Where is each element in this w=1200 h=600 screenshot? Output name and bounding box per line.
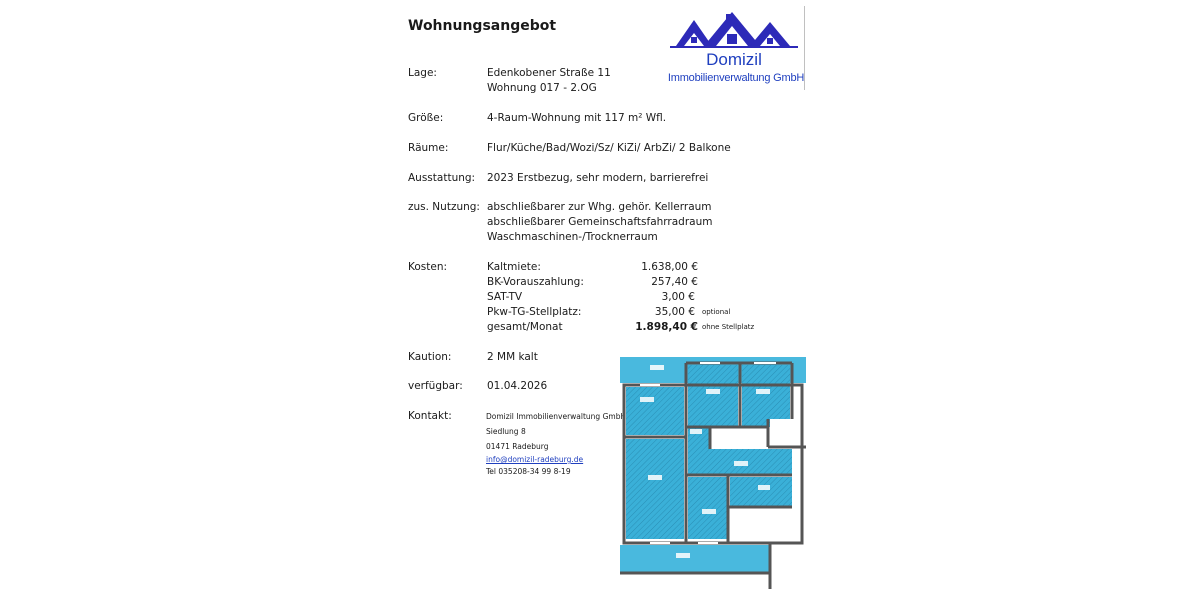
raeume-value: Flur/Küche/Bad/Wozi/Sz/ KiZi/ ArbZi/ 2 Balkone [487, 142, 731, 154]
cost-name: gesamt/Monat [487, 321, 563, 333]
ausstattung-value: 2023 Erstbezug, sehr modern, barrierefrei [487, 172, 709, 184]
cost-note: optional [702, 308, 731, 316]
cost-name: Pkw-TG-Stellplatz: [487, 306, 582, 318]
lage-label: Lage: [408, 67, 437, 79]
kontakt-company: Domizil Immobilienverwaltung GmbH [486, 412, 627, 421]
cost-name: Kaltmiete: [487, 261, 541, 273]
house-roofs-icon [664, 6, 806, 52]
kontakt-email-link[interactable]: info@domizil-radeburg.de [486, 455, 584, 464]
logo-subtitle: Immobilienverwaltung GmbH [667, 72, 805, 84]
lage-unit: Wohnung 017 - 2.OG [487, 82, 597, 94]
cost-amount: 35,00 € [654, 306, 695, 318]
logo-divider [804, 6, 805, 90]
kontakt-phone: Tel 035208-34 99 8-19 [486, 467, 571, 476]
company-logo [664, 6, 806, 96]
verfuegbar-label: verfügbar: [408, 380, 463, 392]
kontakt-street: Siedlung 8 [486, 427, 526, 436]
cost-amount: 1.638,00 € [641, 261, 698, 273]
cost-total-amount: 1.898,40 € [635, 321, 698, 333]
ausstattung-label: Ausstattung: [408, 172, 476, 184]
nutzung-line: abschließbarer Gemeinschaftsfahrradraum [487, 216, 713, 228]
logo-name: Domizil [706, 50, 762, 69]
verfuegbar-value: 01.04.2026 [487, 380, 548, 392]
lage-address: Edenkobener Straße 11 [487, 67, 611, 79]
floor-plan-image [620, 357, 806, 589]
document-page [396, 0, 810, 600]
nutzung-label: zus. Nutzung: [408, 201, 480, 213]
raeume-label: Räume: [408, 142, 449, 154]
kaution-label: Kaution: [408, 351, 452, 363]
groesse-value: 4-Raum-Wohnung mit 117 m² Wfl. [487, 112, 667, 124]
cost-name: SAT-TV [487, 291, 523, 303]
cost-note: ohne Stellplatz [702, 323, 755, 331]
page-title: Wohnungsangebot [408, 18, 557, 34]
cost-name: BK-Vorauszahlung: [487, 276, 584, 288]
cost-amount: 257,40 € [651, 276, 698, 288]
kontakt-city: 01471 Radeburg [486, 442, 549, 451]
kosten-label: Kosten: [408, 261, 448, 273]
nutzung-line: abschließbarer zur Whg. gehör. Kellerraum [487, 201, 712, 213]
nutzung-line: Waschmaschinen-/Trocknerraum [487, 231, 658, 243]
kaution-value: 2 MM kalt [487, 351, 538, 363]
groesse-label: Größe: [408, 112, 444, 124]
cost-amount: 3,00 € [661, 291, 695, 303]
kontakt-label: Kontakt: [408, 410, 452, 422]
